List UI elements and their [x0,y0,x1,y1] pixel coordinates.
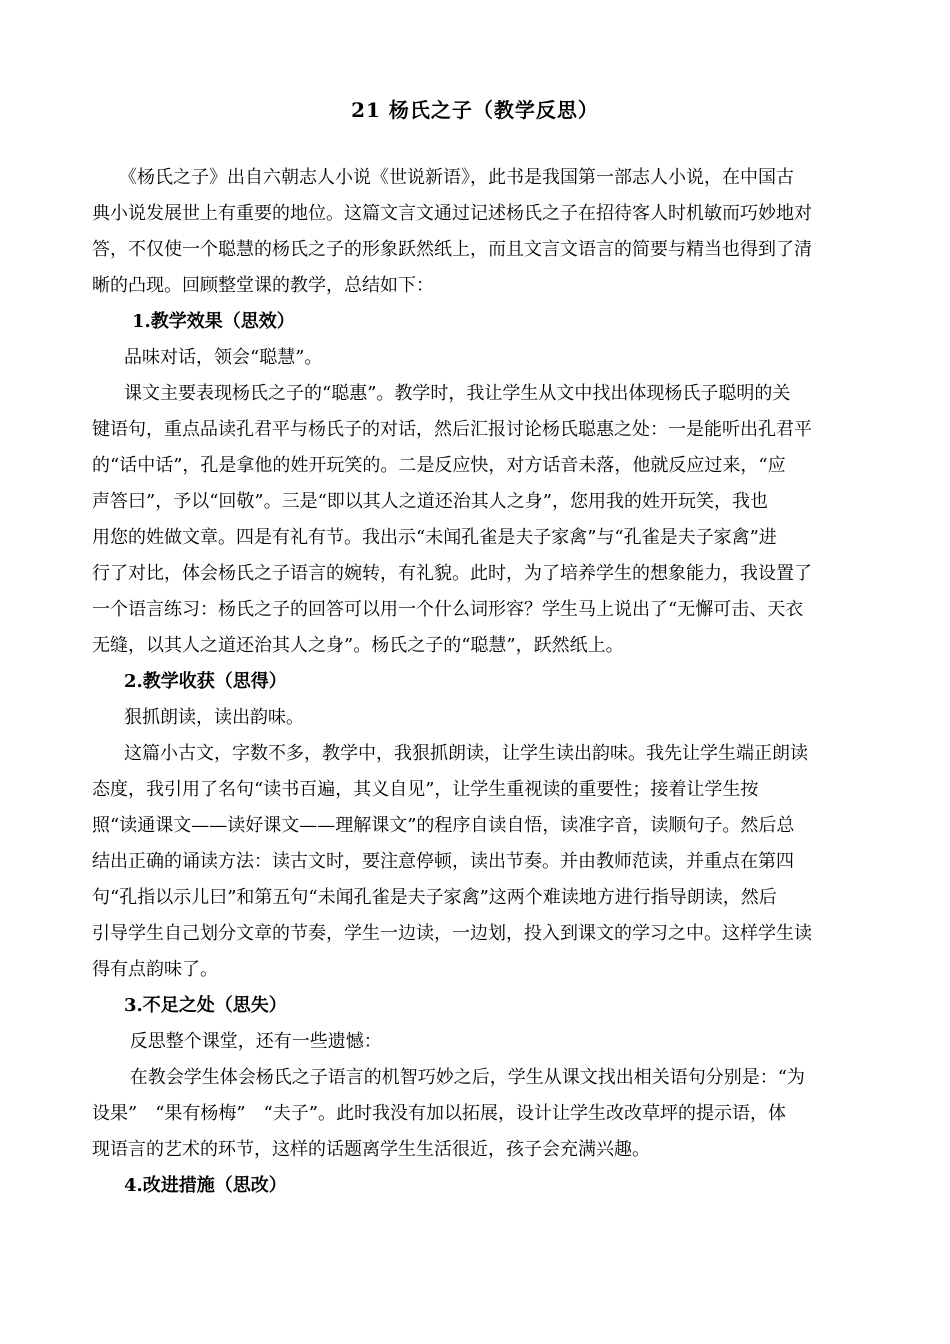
section-heading: 4.改进措施（思改） [106,1175,287,1196]
paragraph-line: 一个语言练习：杨氏之子的回答可以用一个什么词形容？学生马上说出了“无懈可击、天衣 [92,599,804,620]
section-heading: 2.教学收获（思得） [106,671,287,692]
paragraph-line: 用您的姓做文章。四是有礼有节。我出示“未闻孔雀是夫子家禽”与“孔雀是夫子家禽”进 [92,527,777,548]
paragraph-line: 声答曰”，予以“回敬”。三是“即以其人之道还治其人之身”，您用我的姓开玩笑，我也 [92,491,769,512]
section-heading: 3.不足之处（思失） [106,995,287,1016]
paragraph-line: 句“孔指以示儿曰”和第五句“未闻孔雀是夫子家禽”这两个难读地方进行指导朗读，然后 [92,887,777,908]
paragraph-line: 态度，我引用了名句“读书百遍，其义自见”，让学生重视读的重要性；接着让学生按 [92,779,759,800]
document-title: 21 杨氏之子（教学反思） [351,98,599,122]
paragraph-line: 行了对比，体会杨氏之子语言的婉转，有礼貌。此时，为了培养学生的想象能力，我设置了 [92,563,812,584]
section-subheading: 狠抓朗读，读出韵味。 [106,707,304,728]
paragraph-line: 答，不仅使一个聪慧的杨氏之子的形象跃然纸上，而且文言文语言的简要与精当也得到了清 [92,239,812,260]
paragraph-line: 现语言的艺术的环节，这样的话题离学生生活很近，孩子会充满兴趣。 [92,1139,650,1160]
paragraph-line: 结出正确的诵读方法：读古文时，要注意停顿，读出节奏。并由教师范读，并重点在第四 [92,851,794,872]
paragraph-line: 引导学生自己划分文章的节奏，学生一边读，一边划，投入到课文的学习之中。这样学生读 [92,923,812,944]
paragraph-line: 晰的凸现。回顾整堂课的教学，总结如下： [92,275,434,296]
paragraph-line: 的“话中话”，孔是拿他的姓开玩笑的。二是反应快，对方话音未落，他就反应过来，“应 [92,455,786,476]
paragraph-line: 无缝，以其人之道还治其人之身”。杨氏之子的“聪慧”，跃然纸上。 [92,635,624,656]
section-heading: 1.教学效果（思效） [114,311,295,332]
section-subheading: 反思整个课堂，还有一些遗憾： [106,1031,382,1052]
paragraph-line: 得有点韵味了。 [92,959,218,980]
paragraph-line: 课文主要表现杨氏之子的“聪惠”。教学时，我让学生从文中找出体现杨氏子聪明的关 [106,383,791,404]
paragraph-line: 设果” “果有杨梅” “夫子”。此时我没有加以拓展，设计让学生改改草坪的提示语，体 [92,1103,787,1124]
paragraph-line: 在教会学生体会杨氏之子语言的机智巧妙之后，学生从课文找出相关语句分别是：“为 [106,1067,805,1088]
paragraph-line: 照“读通课文——读好课文——理解课文”的程序自读自悟，读准字音，读顺句子。然后总 [92,815,795,836]
paragraph-line: 键语句，重点品读孔君平与杨氏子的对话，然后汇报讨论杨氏聪惠之处：一是能听出孔君平 [92,419,812,440]
paragraph-line: 《杨氏之子》出自六朝志人小说《世说新语》，此书是我国第一部志人小说，在中国古 [92,167,794,188]
paragraph-line: 典小说发展世上有重要的地位。这篇文言文通过记述杨氏之子在招待客人时机敏而巧妙地对 [92,203,812,224]
section-subheading: 品味对话，领会“聪慧”。 [106,347,323,368]
paragraph-line: 这篇小古文，字数不多，教学中，我狠抓朗读，让学生读出韵味。我先让学生端正朗读 [106,743,808,764]
